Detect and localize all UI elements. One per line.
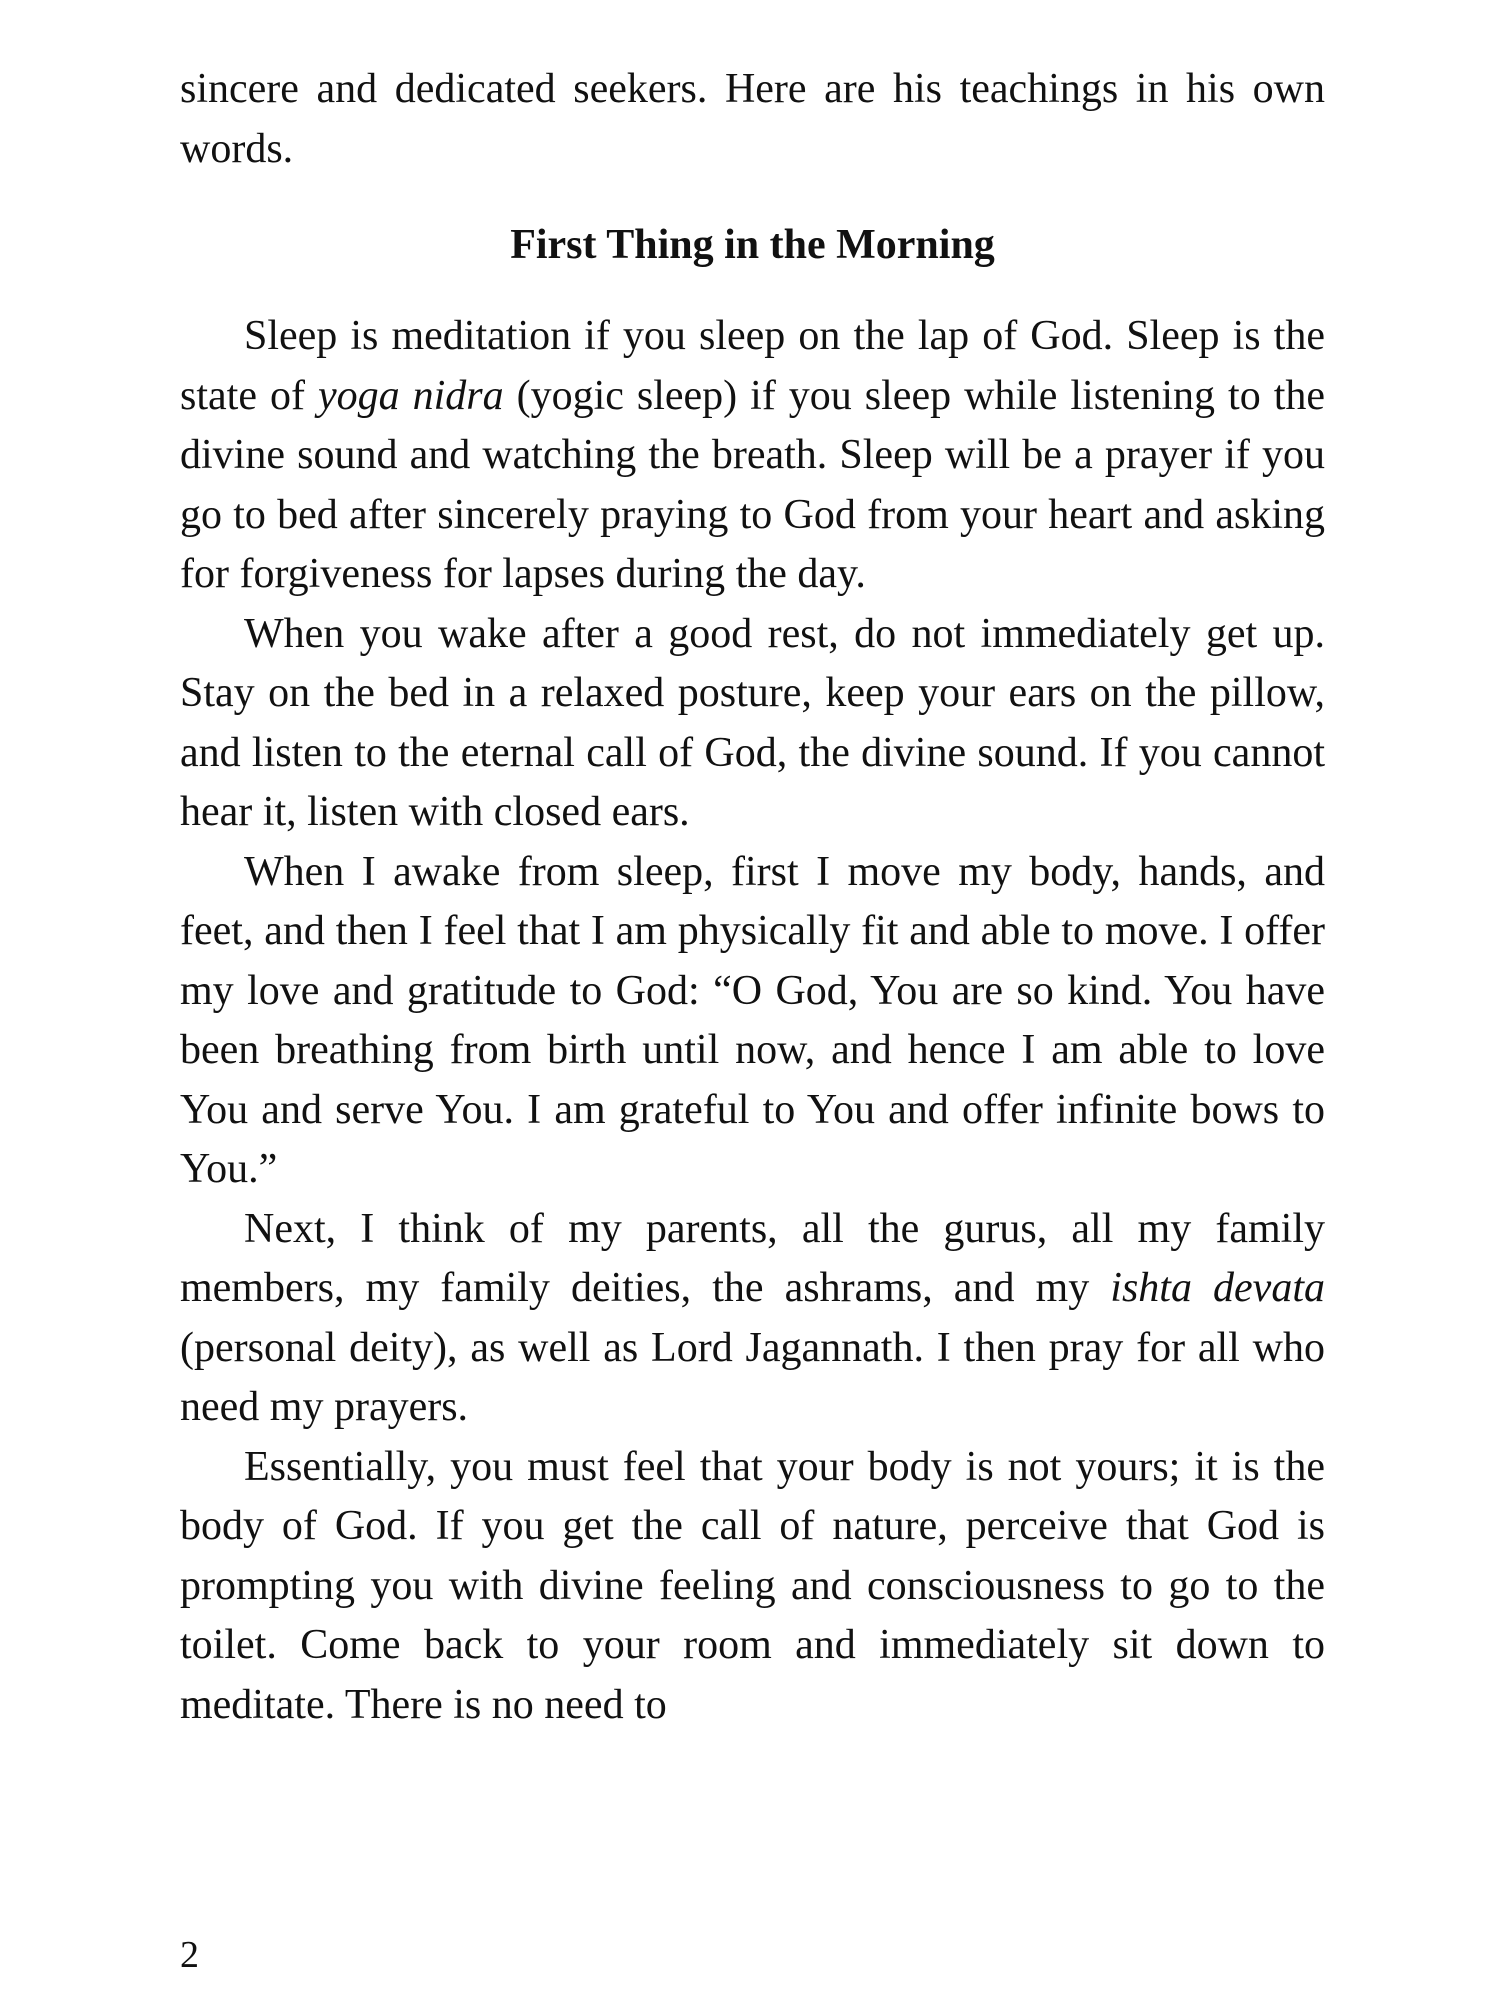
page-number: 2 xyxy=(180,1934,199,1976)
term-yoga-nidra: yoga nidra xyxy=(317,372,504,419)
page-body xyxy=(180,60,1325,1735)
paragraph-next-text-2: (personal deity), as well as Lord Jagannath. I then pray for all who need my prayers. xyxy=(180,1324,1325,1430)
section-heading: First Thing in the Morning xyxy=(510,222,995,268)
paragraph-sleep xyxy=(180,307,1325,605)
term-ishta-devata: ishta devata xyxy=(1110,1265,1325,1311)
paragraph-awake: When I awake from sleep, first I move my body, hands, and feet, and then I feel that I am physically fit and able to move. I offer my love and gratitude to God: “O God, You are so kind. You have been breathing from birth until now, and hence I am able to love You and serve You. I am grateful to You and offer infinite bows to You.” xyxy=(180,848,1325,1192)
paragraph-sleep-text-1: Sleep is meditation if you sleep on the lap of God. Sleep is the state of xyxy=(180,313,1325,419)
paragraph-sleep-text-2: (yogic sleep) if you sleep while listening to the divine sound and watching the breath. Sleep will be a prayer if you go to bed after sincerely praying to God from your heart and asking for forgiveness for lapses during the day. xyxy=(180,372,1326,597)
paragraph-next xyxy=(180,1200,1325,1438)
paragraph-wake: When you wake after a good rest, do not immediately get up. Stay on the bed in a relaxed posture, keep your ears on the pillow, and listen to the eternal call of God, the divine sound. If you cannot hear it, listen with closed ears. xyxy=(180,610,1325,835)
paragraph-next-text-1: Next, I think of my parents, all the gurus, all my family members, my family deities, the ashrams, and my xyxy=(180,1205,1325,1311)
paragraph-essentially: Essentially, you must feel that your body is not yours; it is the body of God. If you get the call of nature, perceive that God is prompting you with divine feeling and consciousness to go to the toilet. Come back to your room and immediately sit down to meditate. There is no need to xyxy=(180,1443,1325,1728)
intro-paragraph: sincere and dedicated seekers. Here are his teachings in his own words. xyxy=(180,66,1325,172)
